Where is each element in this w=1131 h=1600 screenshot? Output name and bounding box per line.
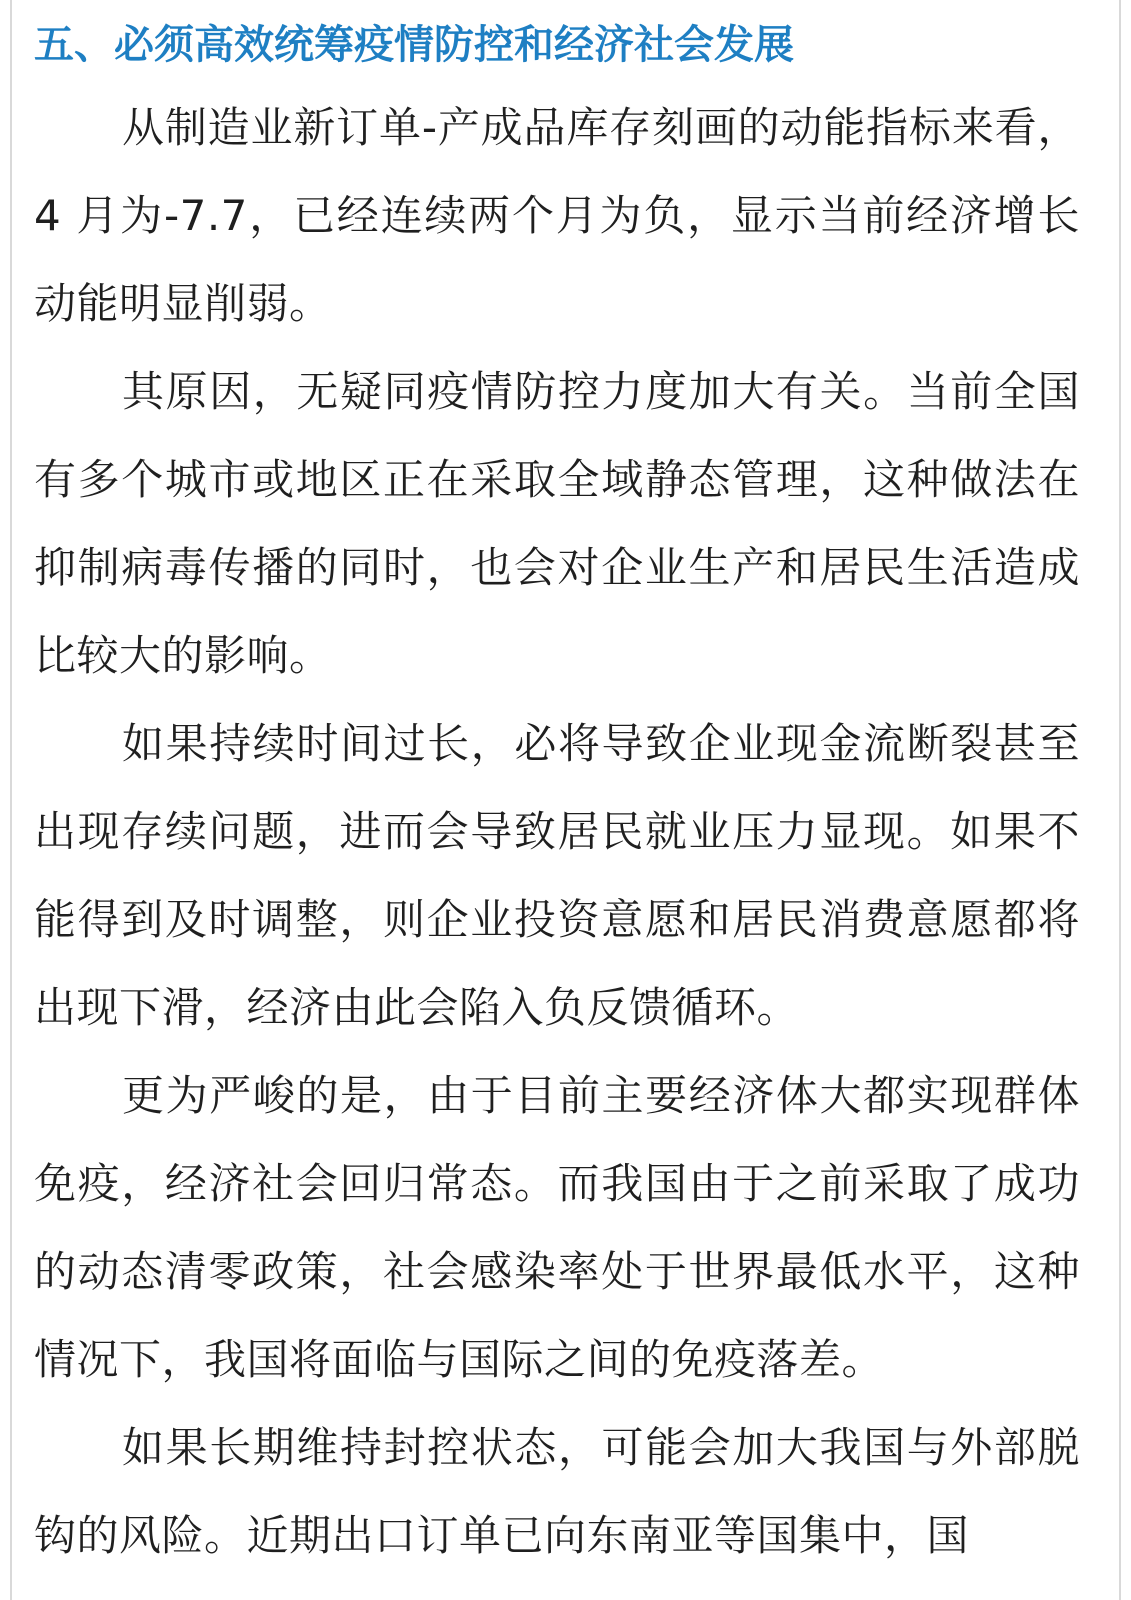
paragraph-momentum-indicator: 从制造业新订单-产成品库存刻画的动能指标来看，4 月为-7.7，已经连续两个月为负，显示当前经济增长动能明显削弱。 <box>34 103 1080 328</box>
paragraph-cause: 其原因，无疑同疫情防控力度加大有关。当前全国有多个城市或地区正在采取全域静态管理，这种做法在抑制病毒传播的同时，也会对企业生产和居民生活造成比较大的影响。 <box>34 367 1080 680</box>
paragraph-immunity-gap: 更为严峻的是，由于目前主要经济体大都实现群体免疫，经济社会回归常态。而我国由于之前采取了成功的动态清零政策，社会感染率处于世界最低水平，这种情况下，我国将面临与国际之间的免疫落差。 <box>34 1071 1080 1384</box>
article-body <box>34 0 1080 1580</box>
left-border-line <box>10 0 12 1600</box>
right-border-line <box>1119 0 1121 1600</box>
paragraph-prolonged-impact: 如果持续时间过长，必将导致企业现金流断裂甚至出现存续问题，进而会导致居民就业压力显现。如果不能得到及时调整，则企业投资意愿和居民消费意愿都将出现下滑，经济由此会陷入负反馈循环。 <box>34 719 1080 1032</box>
section-heading: 五、必须高效统筹疫情防控和经济社会发展 <box>34 22 794 68</box>
paragraph-decoupling-risk: 如果长期维持封控状态，可能会加大我国与外部脱钩的风险。近期出口订单已向东南亚等国集中，国 <box>34 1423 1080 1560</box>
